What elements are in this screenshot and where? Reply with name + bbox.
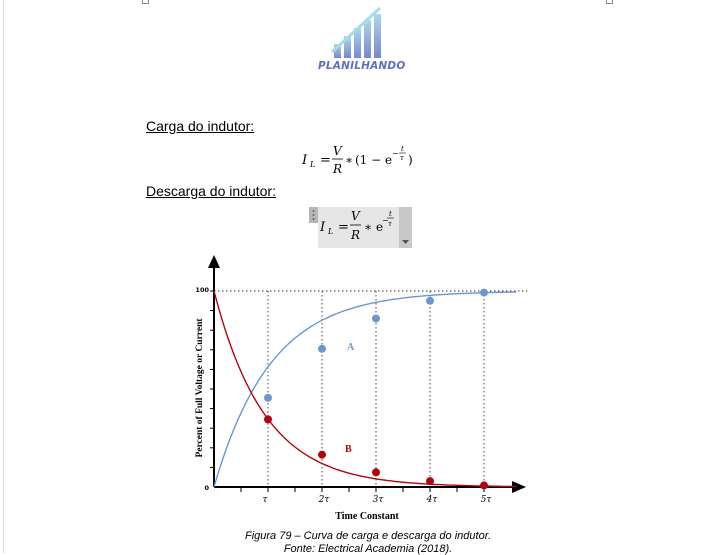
svg-text:=: = (320, 153, 331, 168)
svg-text:(1 − e: (1 − e (355, 153, 393, 167)
svg-text:R: R (351, 228, 361, 242)
series-a-point (426, 297, 434, 305)
svg-text:=: = (338, 220, 349, 235)
series-a-point (480, 289, 488, 297)
svg-text:): ) (408, 153, 413, 167)
svg-text:V: V (351, 209, 360, 223)
svg-text:τ: τ (400, 154, 404, 162)
y-axis-label: Percent of Full Voltage or Current (195, 318, 205, 458)
series-b-point (318, 451, 326, 459)
x-tick-label: 3τ (372, 495, 384, 505)
svg-text:t: t (389, 210, 392, 218)
charge-heading: Carga do indutor: (146, 118, 255, 134)
series-b-point (426, 477, 434, 485)
svg-text:L: L (328, 227, 334, 236)
series-b-point (264, 415, 272, 423)
x-axis-label: Time Constant (335, 511, 399, 522)
chart-gridlines (214, 291, 527, 487)
figure-caption: Figura 79 – Curva de carga e descarga do indutor. (244, 530, 492, 542)
discharge-heading: Descarga do indutor: (146, 183, 276, 199)
svg-text:∗: ∗ (345, 153, 354, 167)
series-b-line (214, 291, 516, 487)
series-b-point (372, 468, 380, 476)
svg-text:R: R (333, 162, 343, 176)
y-axis-arrow-icon (208, 255, 220, 268)
svg-text:−: − (392, 149, 399, 158)
series-a-point (372, 314, 380, 322)
series-b-label: B (345, 444, 352, 455)
chart-curves (214, 291, 516, 487)
svg-text:t: t (401, 145, 404, 153)
y-tick-label: 100 (195, 286, 209, 294)
x-tick-label: 5τ (480, 495, 492, 505)
svg-text:I: I (320, 220, 326, 235)
series-a-point (318, 345, 326, 353)
svg-text:τ: τ (388, 220, 392, 228)
svg-text:I: I (302, 153, 308, 168)
figure-source: Fonte: Electrical Academia (2018). (283, 543, 453, 555)
x-tick-label: τ (262, 495, 268, 505)
series-a-point (264, 394, 272, 402)
series-b-point (480, 481, 488, 489)
x-tick-label: 4τ (426, 495, 438, 505)
svg-text:L: L (310, 160, 316, 169)
series-a-line (214, 292, 516, 487)
logo-text: PLANILHANDO (318, 60, 406, 72)
svg-text:V: V (333, 144, 342, 158)
y-tick-label: 0 (204, 484, 209, 492)
x-tick-label: 2τ (318, 495, 330, 505)
series-a-label: A (347, 342, 355, 353)
svg-text:∗ e: ∗ e (364, 220, 384, 234)
svg-text:−: − (382, 216, 389, 225)
